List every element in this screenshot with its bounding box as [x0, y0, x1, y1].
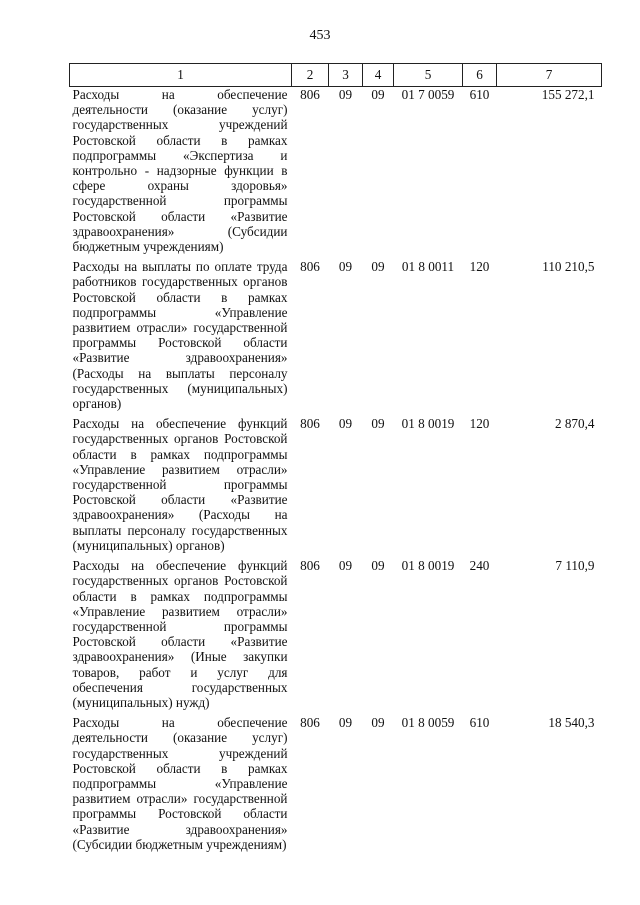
target-article-code: 01 8 0019 [401, 558, 455, 574]
amount: 155 272,1 [541, 87, 595, 102]
expense-type-code: 120 [469, 259, 490, 275]
expense-type-code: 120 [469, 416, 490, 432]
subsection-code: 09 [371, 259, 385, 275]
target-article-code: 01 8 0011 [401, 259, 455, 275]
column-header-1: 1 [70, 64, 292, 87]
column-header-4: 4 [363, 64, 394, 87]
subsection-code: 09 [371, 416, 385, 432]
page-number: 453 [309, 28, 331, 43]
expense-description: Расходы на обеспечение деятельности (оказание услуг) государственных учреждений Ростовской области в рамках подпрограммы «Экспертиза и контрольно - надзорные функции в сфере охраны здоровья» государственной программы Ростовской области «Развитие здравоохранения» (Субсидии бюджетным учреждениям) [72, 87, 288, 255]
expense-description: Расходы на обеспечение деятельности (оказание услуг) государственных учреждений Ростовской области в рамках подпрограммы «Управление развитием отрасли» государственной программы Ростовской области «Развитие здравоохранения» (Субсидии бюджетным учреждениям) [72, 715, 288, 852]
column-header-3: 3 [329, 64, 363, 87]
column-header-5: 5 [394, 64, 463, 87]
amount: 110 210,5 [542, 259, 595, 275]
table-row [70, 558, 602, 715]
amount: 7 110,9 [555, 558, 595, 574]
section-code: 09 [338, 259, 353, 275]
target-article-code: 01 7 0059 [401, 87, 455, 102]
table-row [70, 87, 602, 260]
ministry-code: 806 [300, 558, 320, 574]
table-row [70, 416, 602, 558]
subsection-code: 09 [371, 715, 385, 731]
subsection-code: 09 [371, 558, 385, 574]
table-row [70, 259, 602, 416]
expense-type-code: 610 [469, 715, 490, 731]
column-header-2: 2 [292, 64, 329, 87]
ministry-code: 806 [300, 87, 320, 102]
column-header-6: 6 [463, 64, 497, 87]
target-article-code: 01 8 0019 [401, 416, 455, 432]
section-code: 09 [338, 87, 353, 102]
section-code: 09 [338, 416, 353, 432]
target-article-code: 01 8 0059 [401, 715, 455, 731]
ministry-code: 806 [300, 259, 320, 275]
section-code: 09 [338, 715, 353, 731]
amount: 2 870,4 [554, 416, 595, 432]
subsection-code: 09 [371, 87, 385, 102]
ministry-code: 806 [300, 416, 320, 432]
table-row [70, 715, 602, 857]
expense-description: Расходы на обеспечение функций государственных органов Ростовской области в рамках подпрограммы «Управление развитием отрасли» государственной программы Ростовской области «Развитие здравоохранения» (Иные закупки товаров, работ и услуг для обеспечения государственных (муниципальных) нужд) [72, 558, 288, 710]
expense-type-code: 240 [469, 558, 490, 574]
column-header-7: 7 [497, 64, 602, 87]
column-number-header-row [70, 64, 602, 87]
ministry-code: 806 [300, 715, 320, 731]
budget-table [69, 63, 602, 857]
expense-description: Расходы на выплаты по оплате труда работников государственных органов Ростовской области в рамках подпрограммы «Управление развитием отрасли» государственной программы Ростовской области «Развитие здравоохранения» (Расходы на выплаты персоналу государственных (муниципальных) органов) [72, 259, 288, 412]
amount: 18 540,3 [548, 715, 595, 731]
expense-description: Расходы на обеспечение функций государственных органов Ростовской области в рамках подпрограммы «Управление развитием отрасли» государственной программы Ростовской области «Развитие здравоохранения» (Расходы на выплаты персоналу государственных (муниципальных) органов) [72, 416, 288, 553]
expense-type-code: 610 [469, 87, 490, 102]
section-code: 09 [338, 558, 353, 574]
